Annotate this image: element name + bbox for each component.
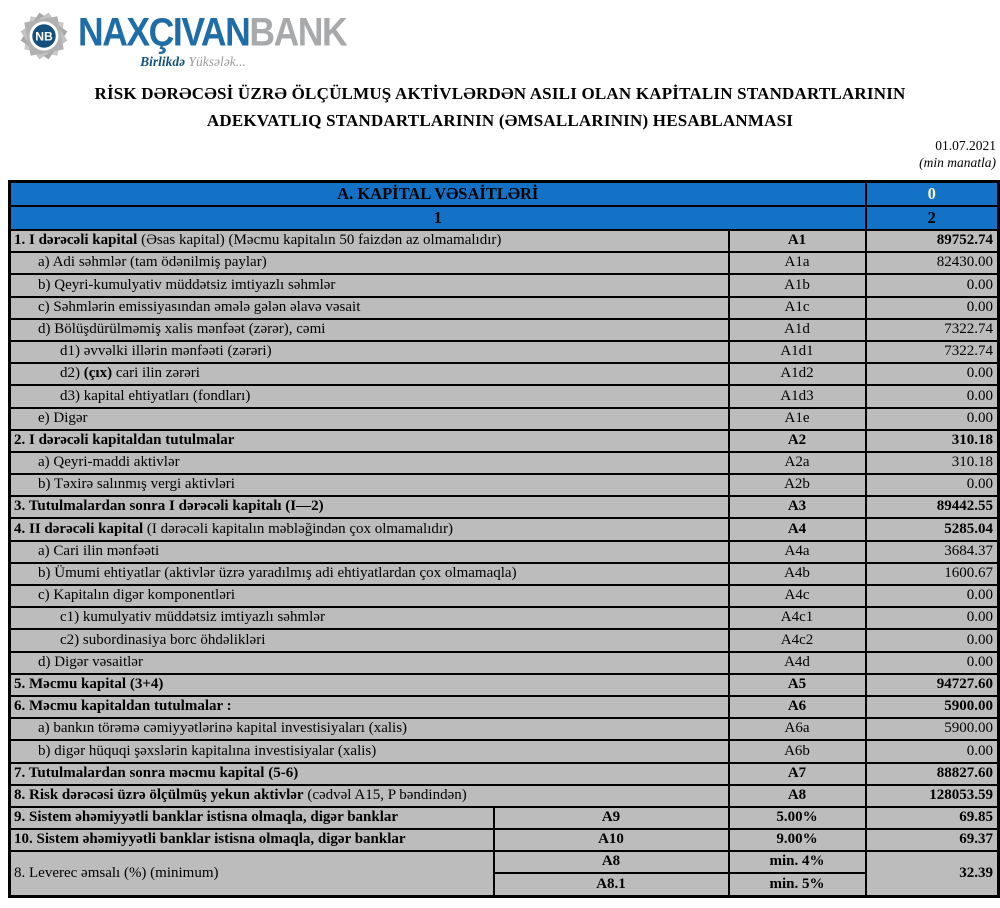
row-value: 0.00 xyxy=(866,629,999,651)
row-label xyxy=(10,252,729,274)
leverage-percent: min. 5% xyxy=(729,873,866,896)
row-label-text: c) Səhmlərin emissiyasından əmələ gələn əlavə vəsait xyxy=(38,298,361,315)
capital-row xyxy=(10,319,999,341)
row-value: 82430.00 xyxy=(866,252,999,274)
row-label xyxy=(10,518,729,540)
row-value: 7322.74 xyxy=(866,341,999,363)
table-header-row2 xyxy=(10,206,999,230)
row-value: 0.00 xyxy=(866,740,999,762)
row-code: A1c xyxy=(729,297,866,319)
capital-row xyxy=(10,252,999,274)
row-value: 310.18 xyxy=(866,452,999,474)
ratio-row xyxy=(10,829,999,851)
row-label xyxy=(10,674,729,696)
ratio-row xyxy=(10,807,999,829)
bank-logo-icon xyxy=(14,6,74,66)
row-label xyxy=(10,629,729,651)
leverage-code: A8.1 xyxy=(494,873,729,896)
row-code: A6b xyxy=(729,740,866,762)
row-label xyxy=(10,563,729,585)
capital-table xyxy=(8,180,1000,898)
capital-row xyxy=(10,696,999,718)
row-code: A2a xyxy=(729,452,866,474)
ratio-percent: 9.00% xyxy=(729,829,866,851)
row-code: A1d1 xyxy=(729,341,866,363)
row-label xyxy=(10,297,729,319)
row-value: 0.00 xyxy=(866,607,999,629)
row-label-text: d2) xyxy=(60,365,84,382)
row-label xyxy=(10,585,729,607)
row-label-bold: 3. Tutulmalardan sonra I dərəcəli kapitalı (I—2) xyxy=(14,498,324,515)
row-value: 89442.55 xyxy=(866,496,999,518)
row-label-text: c2) subordinasiya borc öhdəlikləri xyxy=(60,631,266,648)
report-meta xyxy=(919,138,996,172)
row-value: 5900.00 xyxy=(866,718,999,740)
row-label-text: d3) kapital ehtiyatları (fondları) xyxy=(60,387,251,404)
leverage-row xyxy=(10,851,999,873)
capital-row xyxy=(10,496,999,518)
row-value: 5285.04 xyxy=(866,518,999,540)
ratio-percent: 5.00% xyxy=(729,807,866,829)
row-value: 0.00 xyxy=(866,363,999,385)
brand-name-primary: NAXÇIVAN xyxy=(78,9,250,55)
row-label-text: a) Cari ilin mənfəəti xyxy=(38,542,160,559)
row-label xyxy=(10,785,729,807)
row-code: A6a xyxy=(729,718,866,740)
brand-block xyxy=(78,9,357,70)
row-code: A1 xyxy=(729,230,866,252)
capital-row xyxy=(10,518,999,540)
row-label xyxy=(10,319,729,341)
row-code: A4c xyxy=(729,585,866,607)
capital-row xyxy=(10,474,999,496)
row-label xyxy=(10,763,729,785)
row-code: A4d xyxy=(729,652,866,674)
capital-row xyxy=(10,408,999,430)
row-code: A1e xyxy=(729,408,866,430)
row-code: A1b xyxy=(729,274,866,296)
row-label xyxy=(10,474,729,496)
table-header-row1 xyxy=(10,182,999,207)
capital-row xyxy=(10,385,999,407)
row-label-text: (Əsas kapital) (Məcmu kapitalın 50 faizdən az olmamalıdır) xyxy=(137,232,502,249)
row-value: 94727.60 xyxy=(866,674,999,696)
capital-row xyxy=(10,674,999,696)
row-label xyxy=(10,408,729,430)
brand-name xyxy=(78,9,347,55)
row-label-text: c) Kapitalın digər komponentləri xyxy=(38,587,236,604)
row-label-text: cari ilin zərəri xyxy=(112,365,200,382)
row-code: A4 xyxy=(729,518,866,540)
row-label-text: d) Bölüşdürülməmiş xalis mənfəət (zərər), cəmi xyxy=(38,320,326,337)
row-label-text: b) Təxirə salınmış vergi aktivləri xyxy=(38,476,235,493)
row-label-text: b) digər hüquqi şəxslərin kapitalına investisiyalar (xalis) xyxy=(38,742,377,759)
row-label-bold: 7. Tutulmalardan sonra məcmu kapital (5-6) xyxy=(14,764,299,781)
capital-table-body xyxy=(10,182,999,897)
row-label-text: a) Adi səhmlər (tam ödənilmiş paylar) xyxy=(38,254,267,271)
row-label xyxy=(10,341,729,363)
ratio-value: 69.37 xyxy=(866,829,999,851)
row-code: A4b xyxy=(729,563,866,585)
row-label-text: a) Qeyri-maddi aktivlər xyxy=(38,454,180,471)
row-label xyxy=(10,652,729,674)
row-value: 0.00 xyxy=(866,474,999,496)
row-value: 0.00 xyxy=(866,408,999,430)
row-value: 310.18 xyxy=(866,430,999,452)
row-code: A1d3 xyxy=(729,385,866,407)
capital-row xyxy=(10,452,999,474)
leverage-value: 32.39 xyxy=(866,851,999,896)
row-label-text: (cədvəl A15, P bəndindən) xyxy=(303,786,467,803)
capital-row xyxy=(10,652,999,674)
row-value: 0.00 xyxy=(866,385,999,407)
row-label-bold: (çıx) xyxy=(83,365,113,382)
row-value: 0.00 xyxy=(866,274,999,296)
row-label xyxy=(10,274,729,296)
column-2-cell: 2 xyxy=(866,206,999,230)
row-value: 5900.00 xyxy=(866,696,999,718)
row-value: 88827.60 xyxy=(866,763,999,785)
ratio-label: 9. Sistem əhəmiyyətli banklar istisna olmaqla, digər banklar xyxy=(10,807,494,829)
capital-row xyxy=(10,629,999,651)
row-label-bold: 1. I dərəcəli kapital xyxy=(14,232,138,249)
row-value: 0.00 xyxy=(866,297,999,319)
capital-row xyxy=(10,363,999,385)
row-code: A6 xyxy=(729,696,866,718)
tagline-lead: Birlikdə xyxy=(140,54,186,69)
row-label-text: d1) əvvəlki illərin mənfəəti (zərəri) xyxy=(60,343,272,360)
row-label-text: c1) kumulyativ müddətsiz imtiyazlı səhmlər xyxy=(60,609,325,626)
row-value: 3684.37 xyxy=(866,541,999,563)
row-label-bold: 8. Risk dərəcəsi üzrə ölçülmüş yekun aktivlər xyxy=(14,786,304,803)
row-code: A4a xyxy=(729,541,866,563)
capital-row xyxy=(10,541,999,563)
document-title-line1: RİSK DƏRƏCƏSİ ÜZRƏ ÖLÇÜLMUŞ AKTİVLƏRDƏN ASILI OLAN KAPİTALIN STANDARTLARININ xyxy=(94,84,906,103)
row-label xyxy=(10,430,729,452)
row-code: A1d xyxy=(729,319,866,341)
ratio-code: A10 xyxy=(494,829,729,851)
row-code: A2b xyxy=(729,474,866,496)
section-title-cell: A. KAPİTAL VƏSAİTLƏRİ xyxy=(10,182,866,207)
row-code: A1d2 xyxy=(729,363,866,385)
row-label-text: d) Digər vəsaitlər xyxy=(38,653,143,670)
column-0-cell: 0 xyxy=(866,182,999,207)
capital-row xyxy=(10,785,999,807)
row-label xyxy=(10,541,729,563)
capital-row xyxy=(10,297,999,319)
row-label xyxy=(10,363,729,385)
row-code: A4c2 xyxy=(729,629,866,651)
row-code: A5 xyxy=(729,674,866,696)
row-label-text: b) Qeyri-kumulyativ müddətsiz imtiyazlı səhmlər xyxy=(38,276,336,293)
row-label xyxy=(10,496,729,518)
row-label xyxy=(10,607,729,629)
ratio-label: 10. Sistem əhəmiyyətli banklar istisna olmaqla, digər banklar xyxy=(10,829,494,851)
row-value: 128053.59 xyxy=(866,785,999,807)
capital-row xyxy=(10,763,999,785)
capital-row xyxy=(10,430,999,452)
unit-note: (min manatla) xyxy=(919,154,996,170)
row-label xyxy=(10,385,729,407)
capital-row xyxy=(10,563,999,585)
row-value: 7322.74 xyxy=(866,319,999,341)
row-label xyxy=(10,230,729,252)
row-code: A3 xyxy=(729,496,866,518)
row-label-text: b) Ümumi ehtiyatlar (aktivlər üzrə yaradılmış adi ehtiyatlardan çox olmamaqla) xyxy=(38,565,517,582)
column-1-cell: 1 xyxy=(10,206,866,230)
capital-row xyxy=(10,740,999,762)
brand-tagline xyxy=(78,54,308,70)
leverage-label: 8. Leverec əmsalı (%) (minimum) xyxy=(10,851,494,896)
row-label xyxy=(10,718,729,740)
ratio-code: A9 xyxy=(494,807,729,829)
row-label-bold: 5. Məcmu kapital (3+4) xyxy=(14,675,164,692)
row-label xyxy=(10,452,729,474)
row-code: A1a xyxy=(729,252,866,274)
document-title-line2: ADEKVATLIQ STANDARTLARININ (ƏMSALLARININ) HESABLANMASI xyxy=(206,111,794,130)
row-label-bold: 2. I dərəcəli kapitaldan tutulmalar xyxy=(14,431,235,448)
row-label-text: e) Digər xyxy=(38,409,88,426)
capital-row xyxy=(10,341,999,363)
tagline-rest: Yüksələk... xyxy=(185,54,246,69)
row-value: 0.00 xyxy=(866,585,999,607)
row-label-text: a) bankın törəmə cəmiyyətlərinə kapital investisiyaları (xalis) xyxy=(38,720,408,737)
brand-name-secondary: BANK xyxy=(249,9,347,55)
row-code: A2 xyxy=(729,430,866,452)
report-date: 01.07.2021 xyxy=(935,138,996,153)
row-code: A7 xyxy=(729,763,866,785)
capital-row xyxy=(10,607,999,629)
row-code: A4c1 xyxy=(729,607,866,629)
row-value: 1600.67 xyxy=(866,563,999,585)
leverage-code: A8 xyxy=(494,851,729,873)
row-code: A8 xyxy=(729,785,866,807)
row-label xyxy=(10,696,729,718)
capital-row xyxy=(10,230,999,252)
ratio-value: 69.85 xyxy=(866,807,999,829)
row-label-bold: 6. Məcmu kapitaldan tutulmalar : xyxy=(14,698,232,715)
row-value: 0.00 xyxy=(866,652,999,674)
row-label-text: (I dərəcəli kapitalın məbləğindən çox olmamalıdır) xyxy=(143,520,454,537)
row-value: 89752.74 xyxy=(866,230,999,252)
bank-logo xyxy=(14,6,357,70)
row-label xyxy=(10,740,729,762)
capital-row xyxy=(10,718,999,740)
row-label-bold: 4. II dərəcəli kapital xyxy=(14,520,144,537)
logo-monogram: NB xyxy=(35,29,53,44)
capital-row xyxy=(10,274,999,296)
leverage-percent: min. 4% xyxy=(729,851,866,873)
capital-row xyxy=(10,585,999,607)
